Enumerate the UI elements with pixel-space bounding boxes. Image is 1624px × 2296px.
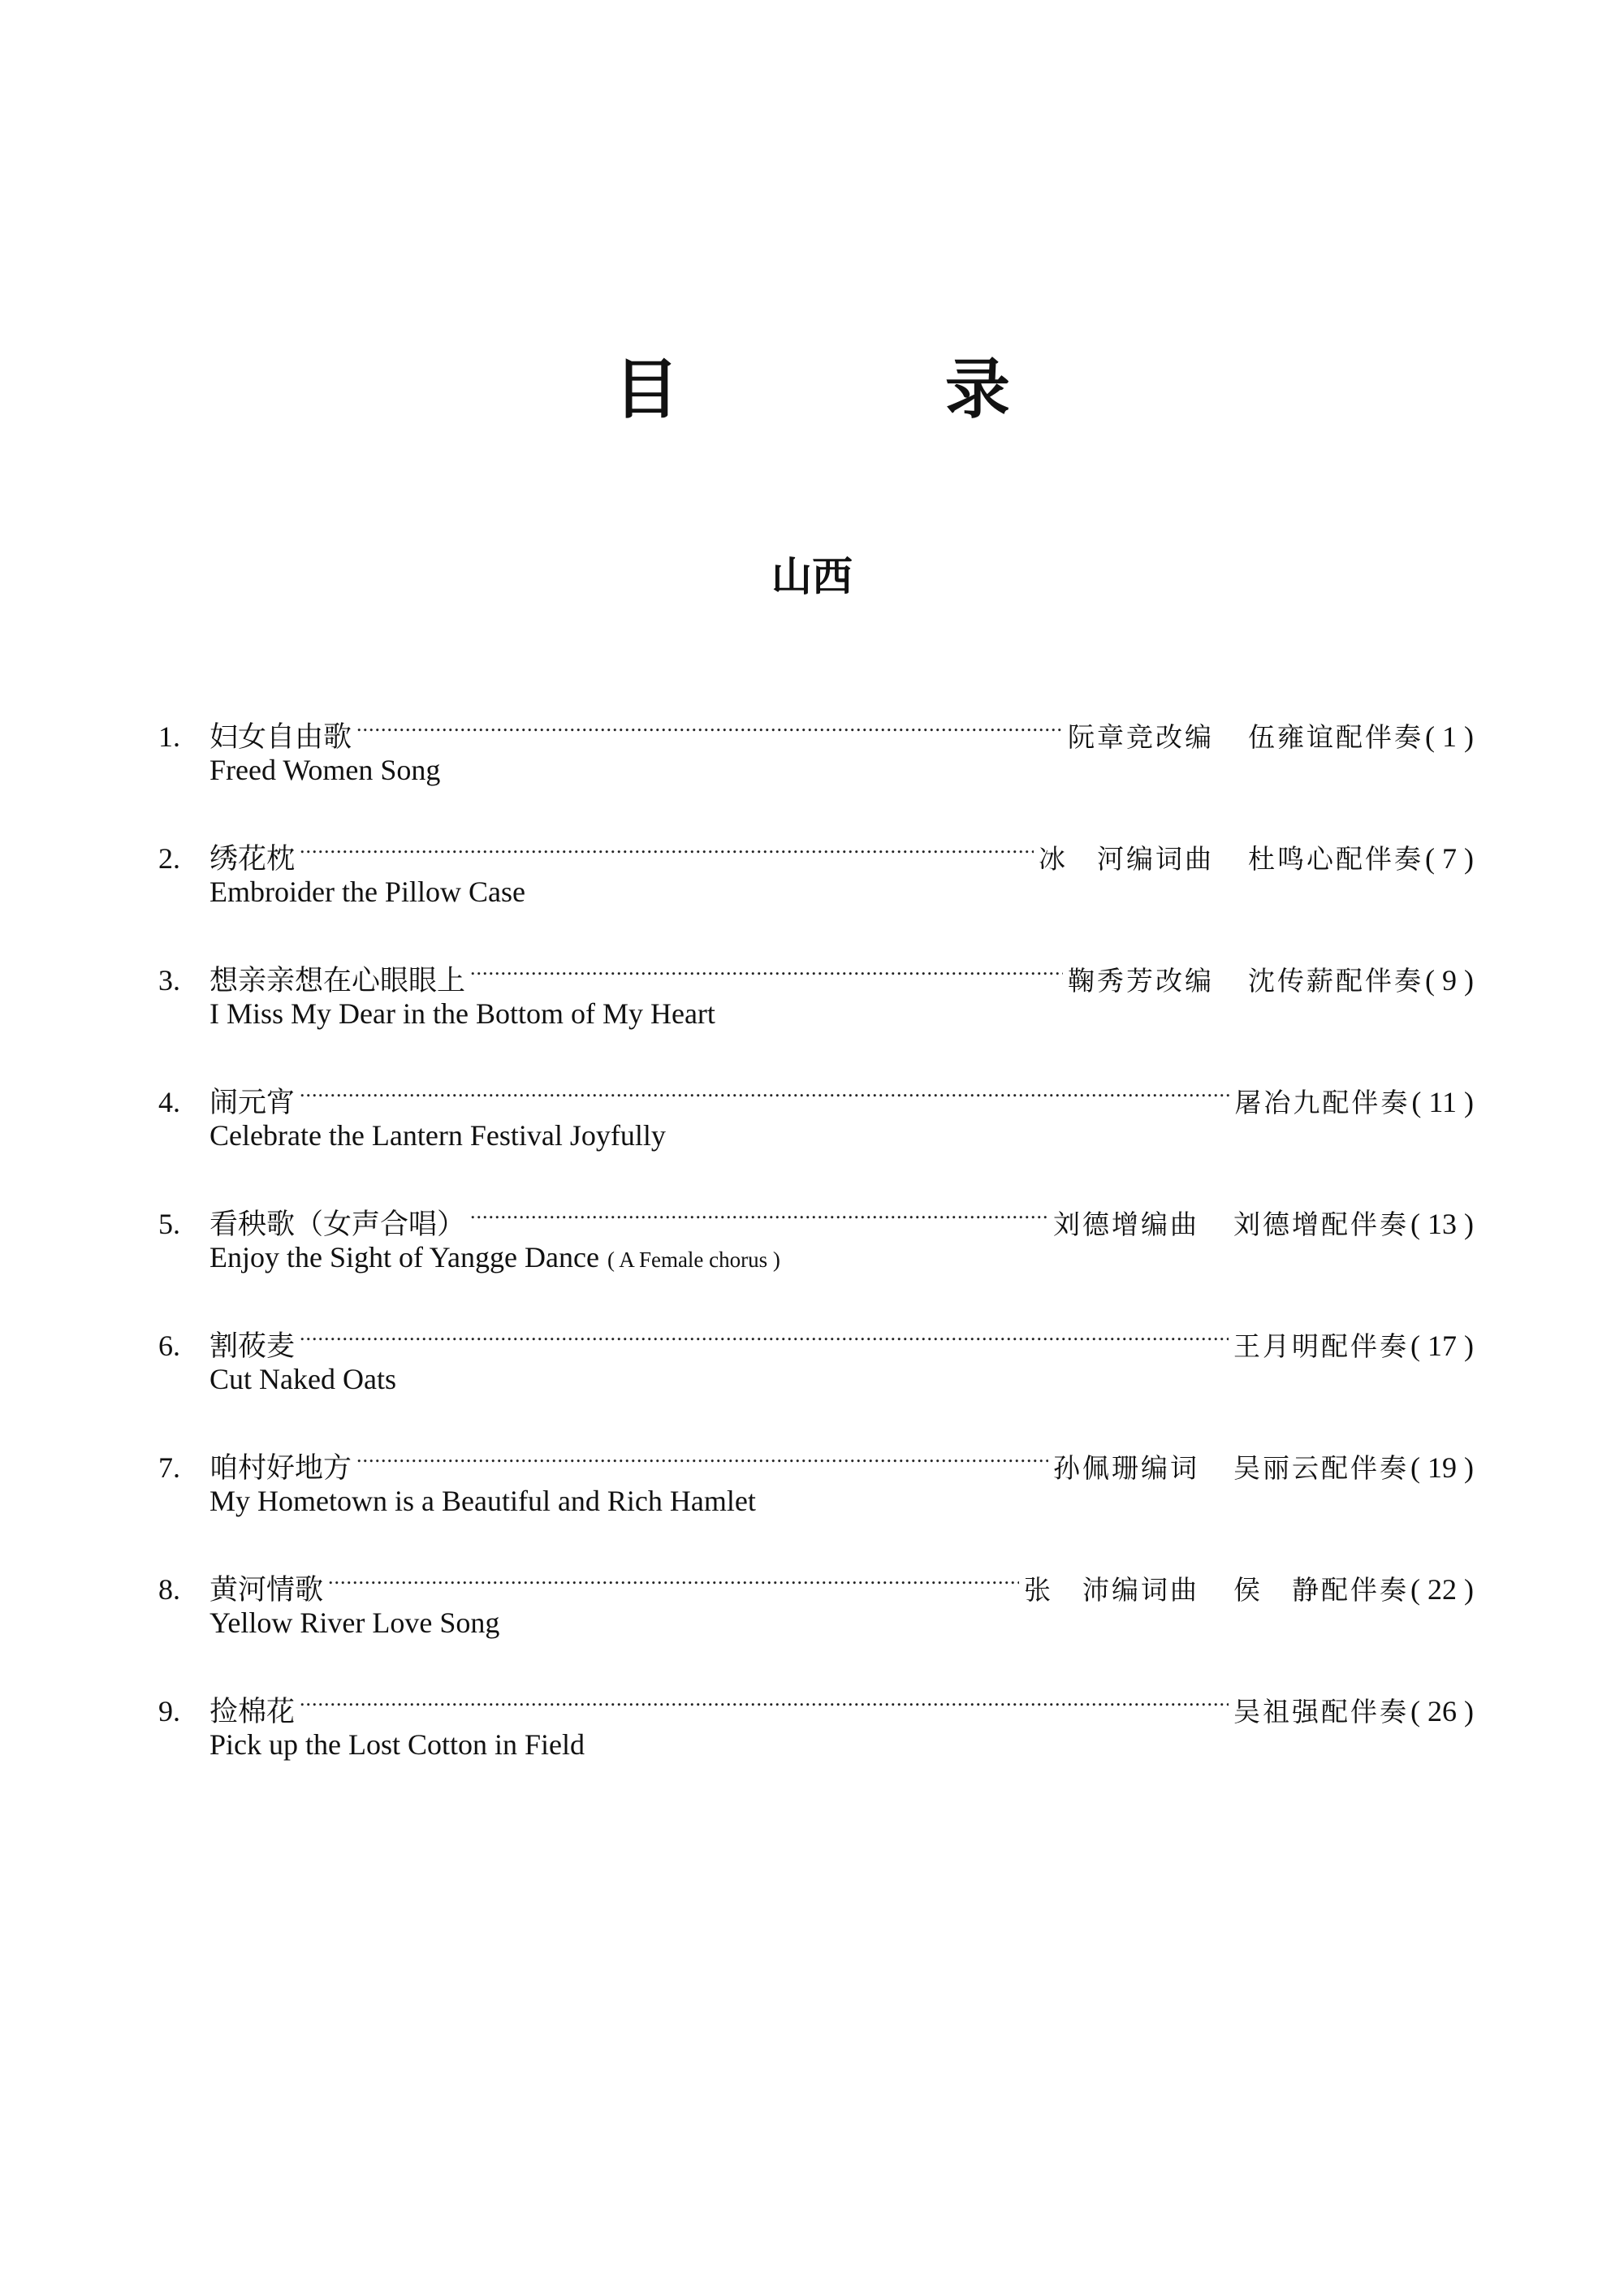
chinese-title: 绣花枕 bbox=[209, 843, 296, 876]
toc-entry-8[interactable] bbox=[158, 1547, 1474, 1669]
page-number: ( 17 ) bbox=[1410, 1330, 1474, 1362]
credits bbox=[1053, 1199, 1409, 1251]
toc-entry-line bbox=[158, 1425, 1474, 1485]
credits bbox=[1039, 833, 1423, 885]
page-number: ( 7 ) bbox=[1425, 842, 1474, 875]
arranger-credit: 阮章竞改编 bbox=[1068, 721, 1215, 753]
toc-entry-line bbox=[158, 938, 1474, 997]
dot-leader bbox=[300, 1060, 1229, 1112]
credits bbox=[1234, 1077, 1410, 1129]
arranger-credit: 孙佩珊编词 bbox=[1053, 1452, 1200, 1484]
toc-entry-line bbox=[158, 1304, 1474, 1363]
credits bbox=[1068, 955, 1423, 1007]
arranger-credit: 鞠秀芳改编 bbox=[1068, 965, 1215, 997]
section-title: 山西 bbox=[771, 552, 853, 600]
credits bbox=[1233, 1321, 1409, 1373]
chinese-title: 咱村好地方 bbox=[209, 1452, 352, 1485]
chinese-title: 捡棉花 bbox=[209, 1696, 296, 1728]
entry-number: 3. bbox=[158, 964, 180, 997]
toc-entry-2[interactable] bbox=[158, 816, 1474, 938]
chinese-title: 妇女自由歌 bbox=[209, 721, 352, 754]
accompaniment-credit: 王月明配伴奏 bbox=[1233, 1330, 1410, 1362]
chinese-title: 黄河情歌 bbox=[209, 1574, 324, 1606]
dot-leader bbox=[300, 1304, 1229, 1356]
chinese-title: 割莜麦 bbox=[209, 1330, 296, 1363]
accompaniment-credit: 刘德增配伴奏 bbox=[1233, 1209, 1410, 1240]
english-title-text: Embroider the Pillow Case bbox=[209, 876, 525, 908]
english-title-text: Enjoy the Sight of Yangge Dance bbox=[209, 1241, 599, 1273]
toc-entry-9[interactable] bbox=[158, 1669, 1474, 1791]
toc-entry-line bbox=[158, 1060, 1474, 1119]
credits bbox=[1068, 711, 1423, 763]
page-number: ( 22 ) bbox=[1410, 1573, 1474, 1606]
english-title-note: ( A Female chorus ) bbox=[607, 1247, 780, 1272]
page-title: 目 录 bbox=[614, 352, 1132, 427]
page-number: ( 13 ) bbox=[1410, 1208, 1474, 1240]
english-title-text: Yellow River Love Song bbox=[209, 1606, 500, 1639]
entry-number: 7. bbox=[158, 1451, 180, 1484]
chinese-title: 闹元宵 bbox=[209, 1087, 296, 1119]
accompaniment-credit: 吴丽云配伴奏 bbox=[1233, 1452, 1410, 1484]
toc-entry-line bbox=[158, 1182, 1474, 1241]
entry-number: 4. bbox=[158, 1086, 180, 1118]
chinese-title: 看秧歌（女声合唱） bbox=[209, 1209, 466, 1241]
toc-entry-1[interactable] bbox=[158, 694, 1474, 816]
accompaniment-credit: 杜鸣心配伴奏 bbox=[1248, 843, 1424, 875]
english-title-text: Celebrate the Lantern Festival Joyfully bbox=[209, 1119, 666, 1152]
toc-entry-5[interactable] bbox=[158, 1182, 1474, 1304]
dot-leader bbox=[300, 1669, 1229, 1721]
entry-number: 1. bbox=[158, 720, 180, 753]
accompaniment-credit: 侯 静配伴奏 bbox=[1233, 1574, 1410, 1606]
arranger-credit: 张 沛编词曲 bbox=[1024, 1574, 1200, 1606]
toc-entry-4[interactable] bbox=[158, 1060, 1474, 1182]
dot-leader bbox=[356, 1425, 1048, 1477]
english-title-text: Cut Naked Oats bbox=[209, 1363, 396, 1395]
arranger-credit: 冰 河编词曲 bbox=[1039, 843, 1215, 875]
entry-number: 8. bbox=[158, 1573, 180, 1606]
toc-entry-6[interactable] bbox=[158, 1304, 1474, 1425]
page-number: ( 26 ) bbox=[1410, 1695, 1474, 1727]
english-title-text: Pick up the Lost Cotton in Field bbox=[209, 1728, 585, 1761]
english-title-text: My Hometown is a Beautiful and Rich Hamlet bbox=[209, 1485, 756, 1517]
page-number: ( 11 ) bbox=[1411, 1086, 1474, 1118]
page-number: ( 19 ) bbox=[1410, 1451, 1474, 1484]
table-of-contents bbox=[158, 694, 1474, 1791]
english-title-text: I Miss My Dear in the Bottom of My Heart bbox=[209, 997, 715, 1030]
toc-entry-3[interactable] bbox=[158, 938, 1474, 1060]
arranger-credit: 刘德增编曲 bbox=[1053, 1209, 1200, 1240]
toc-entry-line bbox=[158, 1547, 1474, 1606]
toc-entry-7[interactable] bbox=[158, 1425, 1474, 1547]
accompaniment-credit: 沈传薪配伴奏 bbox=[1248, 965, 1424, 997]
entry-number: 5. bbox=[158, 1208, 180, 1240]
english-title-text: Freed Women Song bbox=[209, 754, 441, 786]
dot-leader bbox=[356, 694, 1063, 746]
credits bbox=[1024, 1564, 1409, 1616]
dot-leader bbox=[300, 816, 1034, 868]
accompaniment-credit: 屠冶九配伴奏 bbox=[1234, 1087, 1410, 1118]
entry-number: 9. bbox=[158, 1695, 180, 1727]
page-number: ( 9 ) bbox=[1425, 964, 1474, 997]
chinese-title: 想亲亲想在心眼眼上 bbox=[209, 965, 466, 997]
dot-leader bbox=[470, 938, 1063, 990]
credits bbox=[1053, 1442, 1409, 1494]
credits bbox=[1233, 1686, 1409, 1738]
page-number: ( 1 ) bbox=[1425, 720, 1474, 753]
toc-entry-line bbox=[158, 1669, 1474, 1728]
accompaniment-credit: 吴祖强配伴奏 bbox=[1233, 1696, 1410, 1727]
toc-entry-line bbox=[158, 816, 1474, 876]
accompaniment-credit: 伍雍谊配伴奏 bbox=[1248, 721, 1424, 753]
entry-number: 2. bbox=[158, 842, 180, 875]
entry-number: 6. bbox=[158, 1330, 180, 1362]
dot-leader bbox=[328, 1547, 1019, 1599]
toc-entry-line bbox=[158, 694, 1474, 754]
dot-leader bbox=[470, 1182, 1048, 1234]
